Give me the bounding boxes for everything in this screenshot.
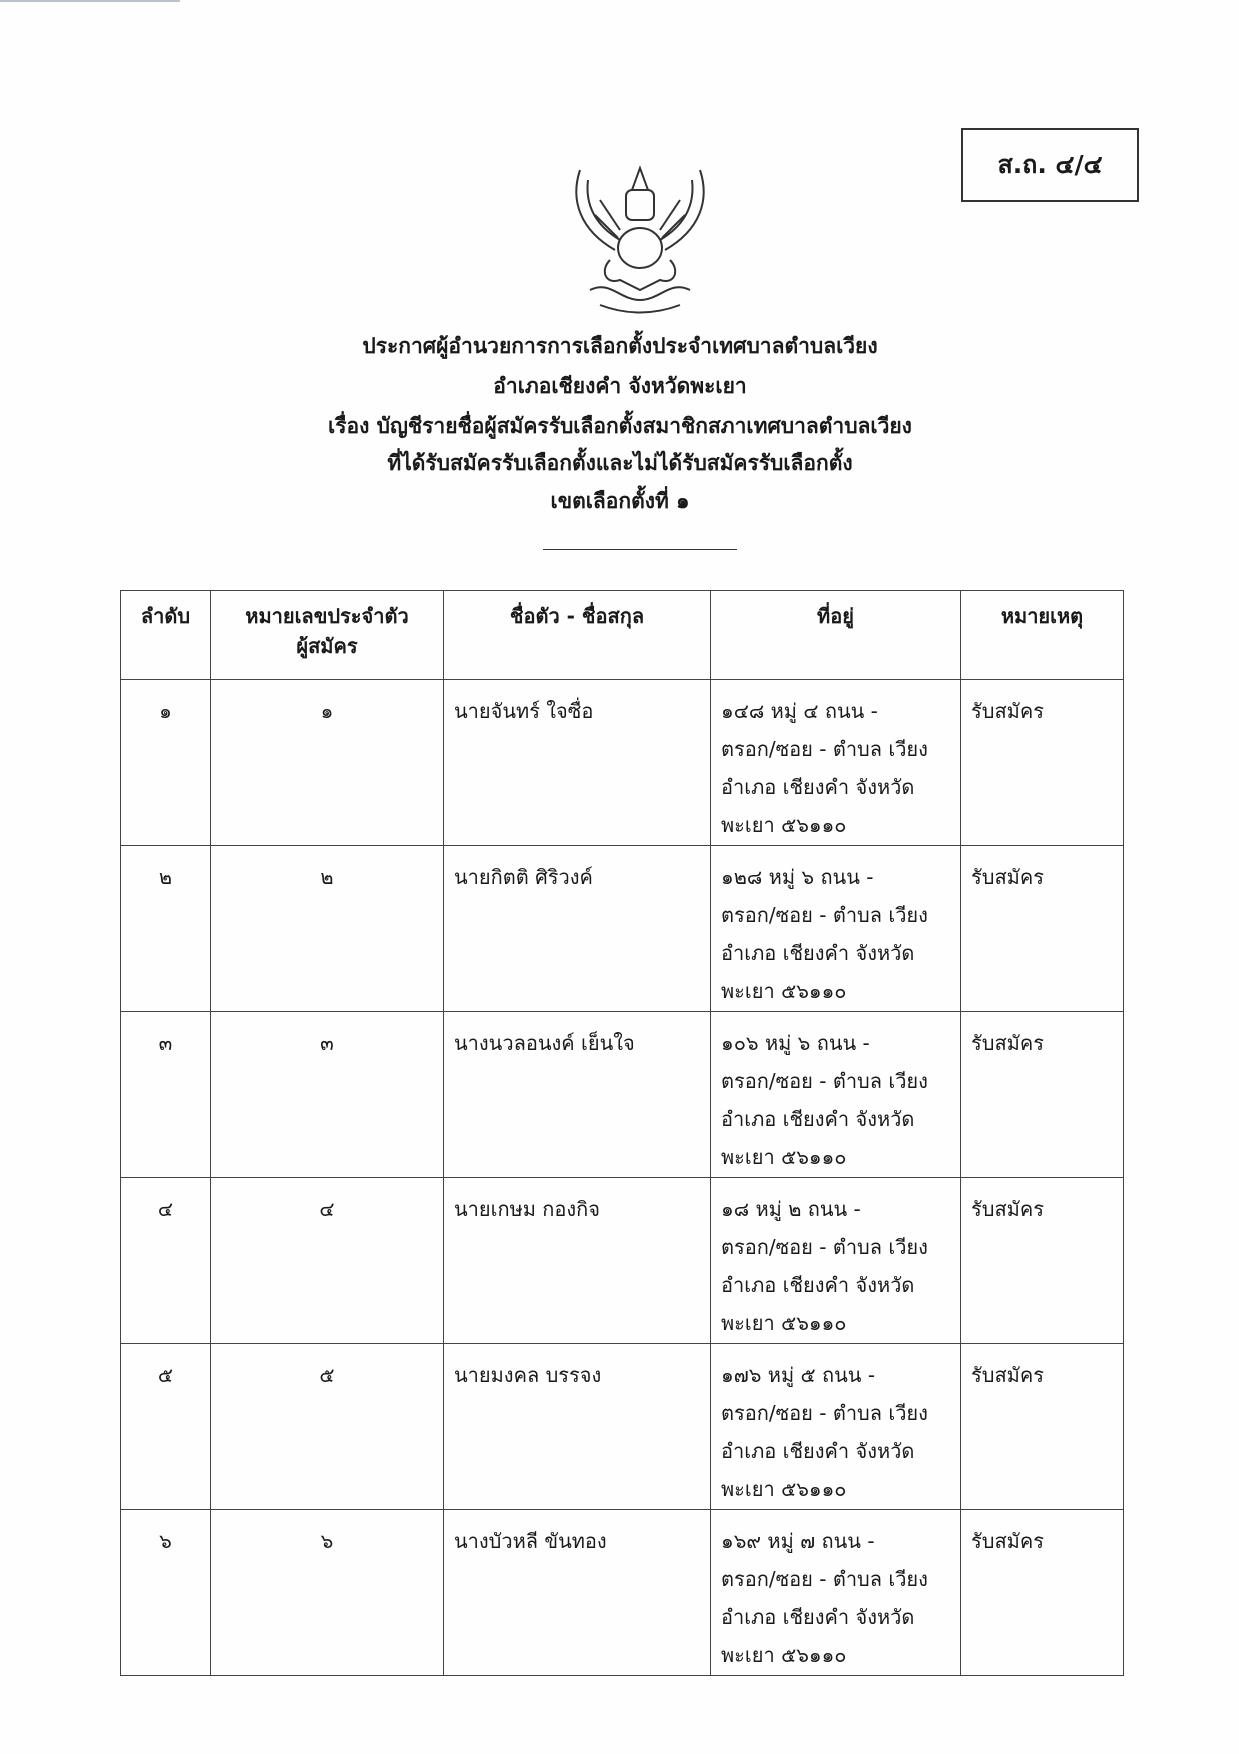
header-id-line2: ผู้สมัคร	[296, 634, 358, 658]
address-line: ๑๖๙ หมู่ ๗ ถนน -	[721, 1529, 875, 1553]
address-line: พะเยา ๕๖๑๑๐	[721, 1145, 847, 1169]
header-remark: หมายเหตุ	[961, 591, 1124, 680]
address-line: อำเภอ เชียงคำ จังหวัด	[721, 1107, 915, 1131]
cell-order: ๖	[121, 1510, 211, 1676]
cell-remark: รับสมัคร	[961, 680, 1124, 846]
address-line: อำเภอ เชียงคำ จังหวัด	[721, 941, 915, 965]
address-line: อำเภอ เชียงคำ จังหวัด	[721, 775, 915, 799]
table-row	[121, 1344, 1124, 1510]
cell-name: นางนวลอนงค์ เย็นใจ	[444, 1012, 711, 1178]
cell-candidate-id: ๖	[211, 1510, 444, 1676]
cell-order: ๒	[121, 846, 211, 1012]
cell-name: นายจันทร์ ใจซื่อ	[444, 680, 711, 846]
address-line: ๑๗๖ หมู่ ๕ ถนน -	[721, 1363, 876, 1387]
cell-name: นางบัวหลี ขันทอง	[444, 1510, 711, 1676]
cell-candidate-id: ๕	[211, 1344, 444, 1510]
table-header-row	[121, 591, 1124, 680]
address-line: ตรอก/ซอย - ตำบล เวียง	[721, 737, 928, 761]
cell-name: นายเกษม กองกิจ	[444, 1178, 711, 1344]
cell-remark: รับสมัคร	[961, 846, 1124, 1012]
address-line: ตรอก/ซอย - ตำบล เวียง	[721, 1401, 928, 1425]
table-row	[121, 680, 1124, 846]
address-line: พะเยา ๕๖๑๑๐	[721, 1643, 847, 1667]
cell-remark: รับสมัคร	[961, 1344, 1124, 1510]
cell-address	[711, 1510, 961, 1676]
separator-line	[543, 549, 737, 550]
address-line: ๑๒๘ หมู่ ๖ ถนน -	[721, 865, 874, 889]
cell-candidate-id: ๒	[211, 846, 444, 1012]
cell-order: ๑	[121, 680, 211, 846]
form-code: ส.ถ. ๔/๔	[997, 150, 1103, 179]
cell-order: ๔	[121, 1178, 211, 1344]
address-line: ตรอก/ซอย - ตำบล เวียง	[721, 1069, 928, 1093]
heading-line-1: ประกาศผู้อำนวยการการเลือกตั้งประจำเทศบาลตำบลเวียง	[362, 334, 878, 358]
table-row	[121, 1012, 1124, 1178]
heading-line-3: เรื่อง บัญชีรายชื่อผู้สมัครรับเลือกตั้งสมาชิกสภาเทศบาลตำบลเวียง	[328, 414, 912, 438]
address-line: พะเยา ๕๖๑๑๐	[721, 1311, 847, 1335]
garuda-emblem-icon	[560, 160, 720, 320]
cell-address	[711, 1178, 961, 1344]
address-line: พะเยา ๕๖๑๑๐	[721, 979, 847, 1003]
heading-line-5: เขตเลือกตั้งที่ ๑	[550, 489, 690, 513]
address-line: ตรอก/ซอย - ตำบล เวียง	[721, 1235, 928, 1259]
cell-remark: รับสมัคร	[961, 1178, 1124, 1344]
address-line: ๑๘ หมู่ ๒ ถนน -	[721, 1197, 861, 1221]
address-line: พะเยา ๕๖๑๑๐	[721, 813, 847, 837]
cell-remark: รับสมัคร	[961, 1012, 1124, 1178]
cell-name: นายมงคล บรรจง	[444, 1344, 711, 1510]
cell-candidate-id: ๓	[211, 1012, 444, 1178]
header-name: ชื่อตัว - ชื่อสกุล	[444, 591, 711, 680]
heading-line-2: อำเภอเชียงคำ จังหวัดพะเยา	[493, 374, 747, 398]
heading-line-4: ที่ได้รับสมัครรับเลือกตั้งและไม่ได้รับสมัครรับเลือกตั้ง	[387, 451, 853, 475]
cell-address	[711, 1344, 961, 1510]
table-row	[121, 846, 1124, 1012]
table-row	[121, 1178, 1124, 1344]
address-line: ๑๐๖ หมู่ ๖ ถนน -	[721, 1031, 870, 1055]
address-line: อำเภอ เชียงคำ จังหวัด	[721, 1439, 915, 1463]
address-line: ๑๔๘ หมู่ ๔ ถนน -	[721, 699, 878, 723]
header-order: ลำดับ	[121, 591, 211, 680]
address-line: ตรอก/ซอย - ตำบล เวียง	[721, 903, 928, 927]
cell-remark: รับสมัคร	[961, 1510, 1124, 1676]
address-line: อำเภอ เชียงคำ จังหวัด	[721, 1273, 915, 1297]
cell-address	[711, 680, 961, 846]
header-address: ที่อยู่	[711, 591, 961, 680]
candidate-table	[120, 590, 1124, 1676]
address-line: พะเยา ๕๖๑๑๐	[721, 1477, 847, 1501]
table-row	[121, 1510, 1124, 1676]
cell-name: นายกิตติ ศิริวงค์	[444, 846, 711, 1012]
header-candidate-id	[211, 591, 444, 680]
address-line: อำเภอ เชียงคำ จังหวัด	[721, 1605, 915, 1629]
scan-edge	[0, 0, 180, 2]
cell-order: ๕	[121, 1344, 211, 1510]
header-id-line1: หมายเลขประจำตัว	[245, 604, 409, 628]
cell-candidate-id: ๑	[211, 680, 444, 846]
cell-address	[711, 846, 961, 1012]
form-code-box	[961, 128, 1139, 202]
cell-order: ๓	[121, 1012, 211, 1178]
address-line: ตรอก/ซอย - ตำบล เวียง	[721, 1567, 928, 1591]
cell-candidate-id: ๔	[211, 1178, 444, 1344]
cell-address	[711, 1012, 961, 1178]
